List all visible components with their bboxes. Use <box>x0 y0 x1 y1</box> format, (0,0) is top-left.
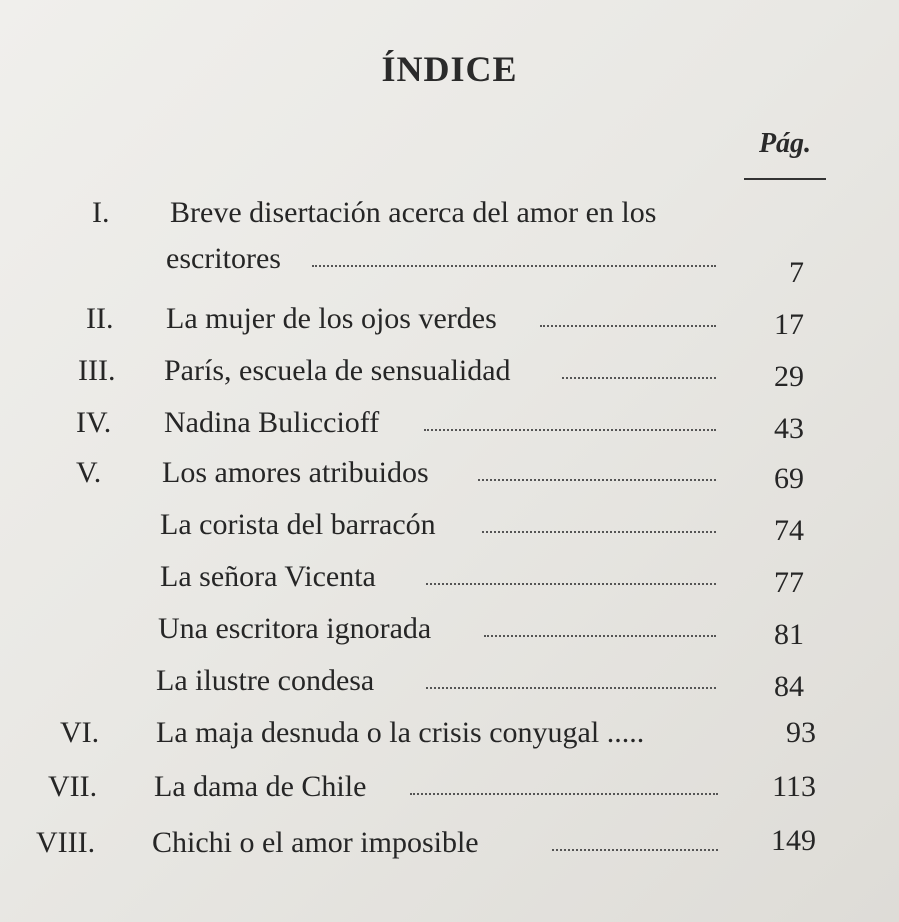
chapter-number: IV. <box>76 406 112 439</box>
dot-leader <box>552 849 718 851</box>
dot-leader <box>478 479 716 481</box>
page-number: 69 <box>774 462 804 495</box>
toc-subentry <box>0 556 899 598</box>
toc-entry <box>0 452 899 494</box>
toc-entry <box>0 350 899 392</box>
page-number: 113 <box>772 770 816 803</box>
page-column-rule <box>744 178 826 180</box>
toc-subentry <box>0 608 899 650</box>
dot-leader <box>410 793 718 795</box>
dot-leader <box>426 583 716 585</box>
page-number: 7 <box>789 256 804 289</box>
chapter-number: I. <box>92 196 110 229</box>
page-number: 84 <box>774 670 804 703</box>
chapter-title: La maja desnuda o la crisis conyugal ..... <box>156 716 645 749</box>
chapter-title: La dama de Chile <box>154 770 367 803</box>
section-title: La señora Vicenta <box>160 560 376 593</box>
page-number: 74 <box>774 514 804 547</box>
chapter-number: VII. <box>48 770 98 803</box>
dot-leader <box>562 377 716 379</box>
dot-leader <box>482 531 716 533</box>
page-title: ÍNDICE <box>381 49 518 89</box>
page-number: 43 <box>774 412 804 445</box>
chapter-number: VI. <box>60 716 100 749</box>
toc-entry <box>0 822 899 864</box>
chapter-number: II. <box>86 302 114 335</box>
page-number: 81 <box>774 618 804 651</box>
page-number: 17 <box>774 308 804 341</box>
chapter-title: París, escuela de sensualidad <box>164 354 511 387</box>
toc-subentry <box>0 504 899 546</box>
dot-leader <box>312 265 716 267</box>
dot-leader <box>484 635 716 637</box>
toc-entry-continuation <box>0 238 899 289</box>
page-number: 29 <box>774 360 804 393</box>
page-number: 77 <box>774 566 804 599</box>
toc-subentry <box>0 660 899 702</box>
section-title: La corista del barracón <box>160 508 436 541</box>
chapter-title: Los amores atribuidos <box>162 456 429 489</box>
page-number: 149 <box>771 824 816 857</box>
chapter-title: La mujer de los ojos verdes <box>166 302 497 335</box>
chapter-number: V. <box>76 456 102 489</box>
chapter-number: III. <box>78 354 116 387</box>
toc-entry <box>0 712 899 754</box>
page-number: 93 <box>786 716 816 749</box>
dot-leader <box>426 687 716 689</box>
section-title: Una escritora ignorada <box>158 612 432 645</box>
chapter-number: VIII. <box>36 826 96 859</box>
toc-entry <box>0 298 899 340</box>
section-title: La ilustre condesa <box>156 664 375 697</box>
dot-leader <box>424 429 716 431</box>
dot-leader <box>540 325 716 327</box>
chapter-title: Breve disertación acerca del amor en los <box>170 196 657 229</box>
toc-entry <box>0 766 899 808</box>
toc-entry <box>0 192 899 234</box>
toc-entry <box>0 402 899 444</box>
chapter-title: Nadina Buliccioff <box>164 406 380 439</box>
chapter-title: Chichi o el amor imposible <box>152 826 479 859</box>
page-column-header: Pág. <box>758 128 812 159</box>
chapter-title-continued: escritores <box>166 242 281 275</box>
